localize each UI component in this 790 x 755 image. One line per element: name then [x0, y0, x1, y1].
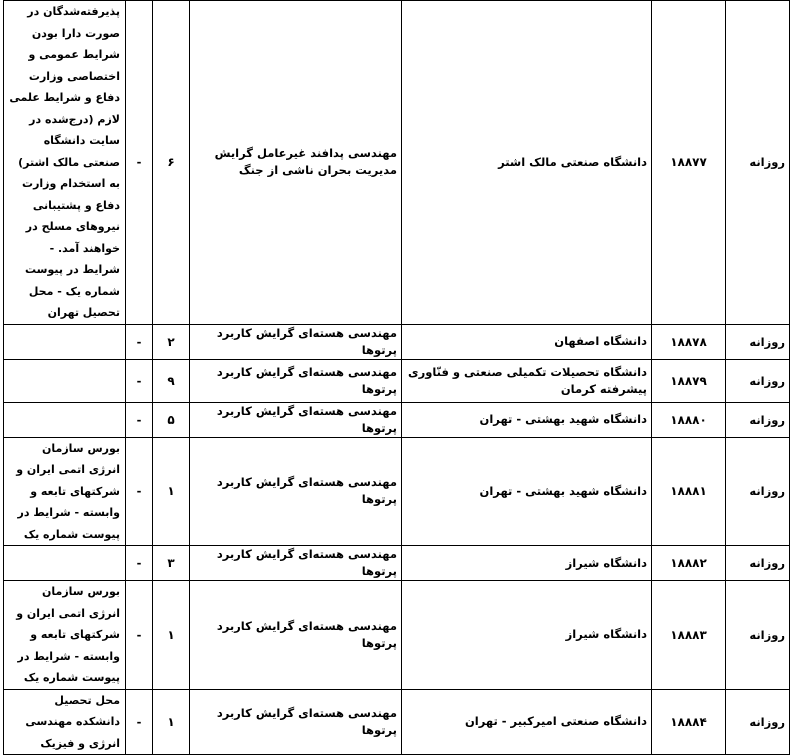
code-cell: ۱۸۸۸۴ — [652, 689, 726, 755]
dash-cell: - — [126, 689, 153, 755]
field-cell: مهندسی هسته‌ای گرایش کاربرد پرتوها — [190, 581, 402, 690]
university-cell: دانشگاه تحصیلات تکمیلی صنعتی و فنّاوری پیشرفته کرمان — [402, 359, 652, 402]
study-mode-cell: روزانه — [726, 546, 790, 581]
university-cell: دانشگاه شیراز — [402, 581, 652, 690]
study-mode-cell: روزانه — [726, 1, 790, 325]
field-cell: مهندسی هسته‌ای گرایش کاربرد پرتوها — [190, 324, 402, 359]
study-mode-cell: روزانه — [726, 402, 790, 437]
table-row — [4, 324, 790, 359]
university-cell: دانشگاه صنعتی امیرکبیر - تهران — [402, 689, 652, 755]
table-row — [4, 359, 790, 402]
code-cell: ۱۸۸۸۰ — [652, 402, 726, 437]
code-cell: ۱۸۸۷۸ — [652, 324, 726, 359]
code-cell: ۱۸۸۷۷ — [652, 1, 726, 325]
dash-cell: - — [126, 437, 153, 546]
study-mode-cell: روزانه — [726, 689, 790, 755]
capacity-cell: ۲ — [153, 324, 190, 359]
university-cell: دانشگاه شهید بهشتی - تهران — [402, 437, 652, 546]
notes-cell — [4, 359, 126, 402]
notes-cell — [4, 402, 126, 437]
university-cell: دانشگاه شیراز — [402, 546, 652, 581]
admissions-table — [3, 0, 790, 755]
capacity-cell: ۹ — [153, 359, 190, 402]
study-mode-cell: روزانه — [726, 324, 790, 359]
university-cell: دانشگاه اصفهان — [402, 324, 652, 359]
dash-cell: - — [126, 402, 153, 437]
study-mode-cell: روزانه — [726, 359, 790, 402]
dash-cell: - — [126, 1, 153, 325]
notes-cell: محل تحصیل دانشکده مهندسی انرژی و فیزیک — [4, 689, 126, 755]
capacity-cell: ۱ — [153, 689, 190, 755]
code-cell: ۱۸۸۷۹ — [652, 359, 726, 402]
capacity-cell: ۵ — [153, 402, 190, 437]
dash-cell: - — [126, 359, 153, 402]
study-mode-cell: روزانه — [726, 437, 790, 546]
dash-cell: - — [126, 546, 153, 581]
field-cell: مهندسی هسته‌ای گرایش کاربرد پرتوها — [190, 359, 402, 402]
table-row — [4, 689, 790, 755]
notes-cell: بورس سازمان انرژی اتمی ایران و شرکتهای تابعه و وابسته - شرایط در پیوست شماره یک — [4, 581, 126, 690]
table-row — [4, 437, 790, 546]
university-cell: دانشگاه صنعتی مالک اشتر — [402, 1, 652, 325]
capacity-cell: ۱ — [153, 581, 190, 690]
table-row — [4, 402, 790, 437]
code-cell: ۱۸۸۸۳ — [652, 581, 726, 690]
table-row — [4, 546, 790, 581]
capacity-cell: ۳ — [153, 546, 190, 581]
notes-cell: بورس سازمان انرژی اتمی ایران و شرکتهای تابعه و وابسته - شرایط در پیوست شماره یک — [4, 437, 126, 546]
university-cell: دانشگاه شهید بهشتی - تهران — [402, 402, 652, 437]
capacity-cell: ۱ — [153, 437, 190, 546]
code-cell: ۱۸۸۸۱ — [652, 437, 726, 546]
notes-cell — [4, 546, 126, 581]
notes-cell — [4, 324, 126, 359]
dash-cell: - — [126, 581, 153, 690]
field-cell: مهندسی هسته‌ای گرایش کاربرد پرتوها — [190, 402, 402, 437]
capacity-cell: ۶ — [153, 1, 190, 325]
field-cell: مهندسی هسته‌ای گرایش کاربرد پرتوها — [190, 546, 402, 581]
field-cell: مهندسی پدافند غیرعامل گرایش مدیریت بحران ناشی از جنگ — [190, 1, 402, 325]
field-cell: مهندسی هسته‌ای گرایش کاربرد پرتوها — [190, 437, 402, 546]
code-cell: ۱۸۸۸۲ — [652, 546, 726, 581]
field-cell: مهندسی هسته‌ای گرایش کاربرد پرتوها — [190, 689, 402, 755]
notes-cell: پذیرفته‌شدگان در صورت دارا بودن شرایط عمومی و اختصاصی وزارت دفاع و شرایط علمی لازم (درج‌شده در سایت دانشگاه صنعتی مالک اشتر) به استخدام وزارت دفاع و پشتیبانی نیروهای مسلح در خواهند آمد. - شرایط در پیوست شماره یک - محل تحصیل تهران — [4, 1, 126, 325]
table-row — [4, 1, 790, 325]
dash-cell: - — [126, 324, 153, 359]
table-row — [4, 581, 790, 690]
study-mode-cell: روزانه — [726, 581, 790, 690]
